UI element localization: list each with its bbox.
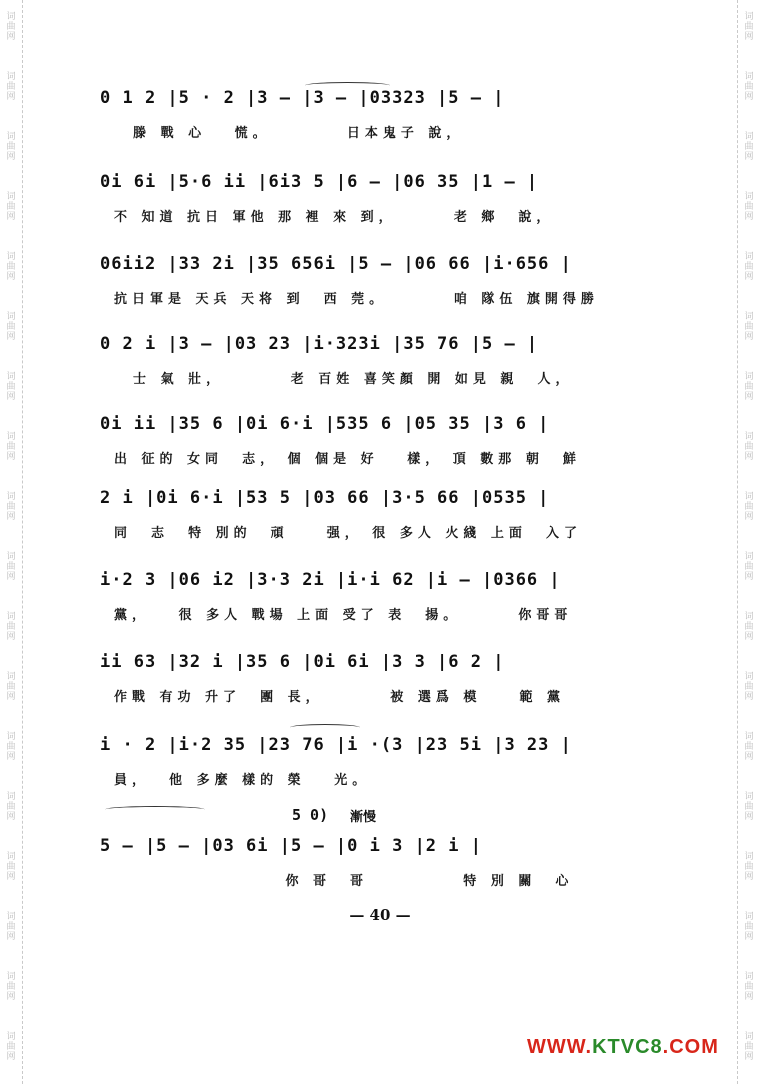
watermark-text: 词 曲 网 — [744, 972, 754, 1002]
watermark-text: 词 曲 网 — [6, 1032, 16, 1062]
watermark-text: 词 曲 网 — [744, 612, 754, 642]
watermark-text: 词 曲 网 — [6, 252, 16, 282]
jianpu-notes: i·2 3 |06 i2 |3·3 2i |i·i 62 |i — |0366 | — [100, 570, 561, 590]
lyrics-line: 不 知道 抗日 軍他 那 裡 來 到， 老 鄉 說， — [114, 210, 555, 225]
watermark-text: 词 曲 网 — [744, 72, 754, 102]
jianpu-notes: 0i 6i |5·6 ii |6i3 5 |6 — |06 35 |1 — | — [100, 172, 539, 192]
watermark-text: 词 曲 网 — [744, 492, 754, 522]
watermark-text: 词 曲 网 — [6, 912, 16, 942]
watermark-text: 词 曲 网 — [6, 492, 16, 522]
lyrics-line: 員， 他 多麼 樣的 榮 光。 — [114, 773, 371, 788]
lyrics-line: 滕 戰 心 慌。 日本鬼子 說， — [114, 126, 465, 141]
watermark-text: 词 曲 网 — [744, 132, 754, 162]
watermark-text: 词 曲 网 — [744, 12, 754, 42]
watermark-text: 词 曲 网 — [744, 252, 754, 282]
watermark-text: 词 曲 网 — [744, 312, 754, 342]
watermark-text: 词 曲 网 — [744, 912, 754, 942]
watermark-text: 词 曲 网 — [6, 72, 16, 102]
watermark-text: 词 曲 网 — [6, 552, 16, 582]
lyrics-line: 你 哥 哥 特 別 關 心 — [114, 874, 574, 889]
lyrics-line: 抗日軍是 天兵 天将 到 西 莞。 咱 隊伍 旗開得勝 — [114, 292, 599, 307]
lyrics-line: 出 征的 女同 志， 個 個是 好 樣， 頂 數那 朝 鮮 — [114, 452, 581, 467]
lyrics-line: 黨， 很 多人 戰場 上面 受了 表 揚。 你哥哥 — [114, 608, 573, 623]
watermark-text: 词 曲 网 — [6, 612, 16, 642]
watermark-text: 词 曲 网 — [6, 672, 16, 702]
site-suffix: .COM — [662, 1036, 719, 1058]
site-prefix: WWW. — [527, 1036, 593, 1058]
ending-note: 5 0) — [292, 806, 329, 824]
jianpu-notes: ii 63 |32 i |35 6 |0i 6i |3 3 |6 2 | — [100, 652, 505, 672]
watermark-text: 词 曲 网 — [6, 12, 16, 42]
watermark-text: 词 曲 网 — [6, 732, 16, 762]
slur-mark — [290, 724, 360, 731]
watermark-text: 词 曲 网 — [744, 732, 754, 762]
watermark-text: 词 曲 网 — [6, 852, 16, 882]
watermark-text: 词 曲 网 — [744, 192, 754, 222]
watermark-text: 词 曲 网 — [6, 372, 16, 402]
slur-mark — [105, 806, 205, 813]
jianpu-notes: 06ii2 |33 2i |35 656i |5 — |06 66 |i·656 | — [100, 254, 572, 274]
watermark-text: 词 曲 网 — [744, 672, 754, 702]
watermark-text: 词 曲 网 — [744, 432, 754, 462]
jianpu-notes: 0 1 2 |5 · 2 |3 — |3 — |03323 |5 — | — [100, 88, 505, 108]
watermark-text: 词 曲 网 — [6, 132, 16, 162]
lyrics-line: 作戰 有功 升了 團 長， 被 選爲 模 範 黨 — [114, 690, 565, 705]
watermark-text: 词 曲 网 — [744, 852, 754, 882]
lyrics-line: 士 氣 壯， 老 百姓 喜笑顏 開 如見 親 人， — [114, 372, 574, 387]
watermark-text: 词 曲 网 — [6, 192, 16, 222]
watermark-text: 词 曲 网 — [744, 372, 754, 402]
watermark-text: 词 曲 网 — [744, 1032, 754, 1062]
watermark-text: 词 曲 网 — [6, 792, 16, 822]
slur-mark — [305, 82, 390, 89]
site-watermark[interactable] — [527, 1036, 719, 1059]
jianpu-notes: 5 — |5 — |03 6i |5 — |0 i 3 |2 i | — [100, 836, 482, 856]
page-number: — 40 — — [349, 906, 411, 924]
jianpu-notes: 2 i |0i 6·i |53 5 |03 66 |3·5 66 |0535 | — [100, 488, 550, 508]
site-domain: KTVC8 — [592, 1036, 663, 1058]
jianpu-notes: 0 2 i |3 — |03 23 |i·323i |35 76 |5 — | — [100, 334, 539, 354]
jianpu-notes: 0i ii |35 6 |0i 6·i |535 6 |05 35 |3 6 | — [100, 414, 550, 434]
watermark-text: 词 曲 网 — [744, 792, 754, 822]
watermark-text: 词 曲 网 — [6, 972, 16, 1002]
watermark-text: 词 曲 网 — [6, 312, 16, 342]
tempo-marking: 漸慢 — [350, 810, 377, 825]
jianpu-notes: i · 2 |i·2 35 |23 76 |i ·(3 |23 5i |3 23 | — [100, 735, 572, 755]
watermark-text: 词 曲 网 — [6, 432, 16, 462]
lyrics-line: 同 志 特 別的 頑 强， 很 多人 火綫 上面 入了 — [114, 526, 582, 541]
watermark-text: 词 曲 网 — [744, 552, 754, 582]
